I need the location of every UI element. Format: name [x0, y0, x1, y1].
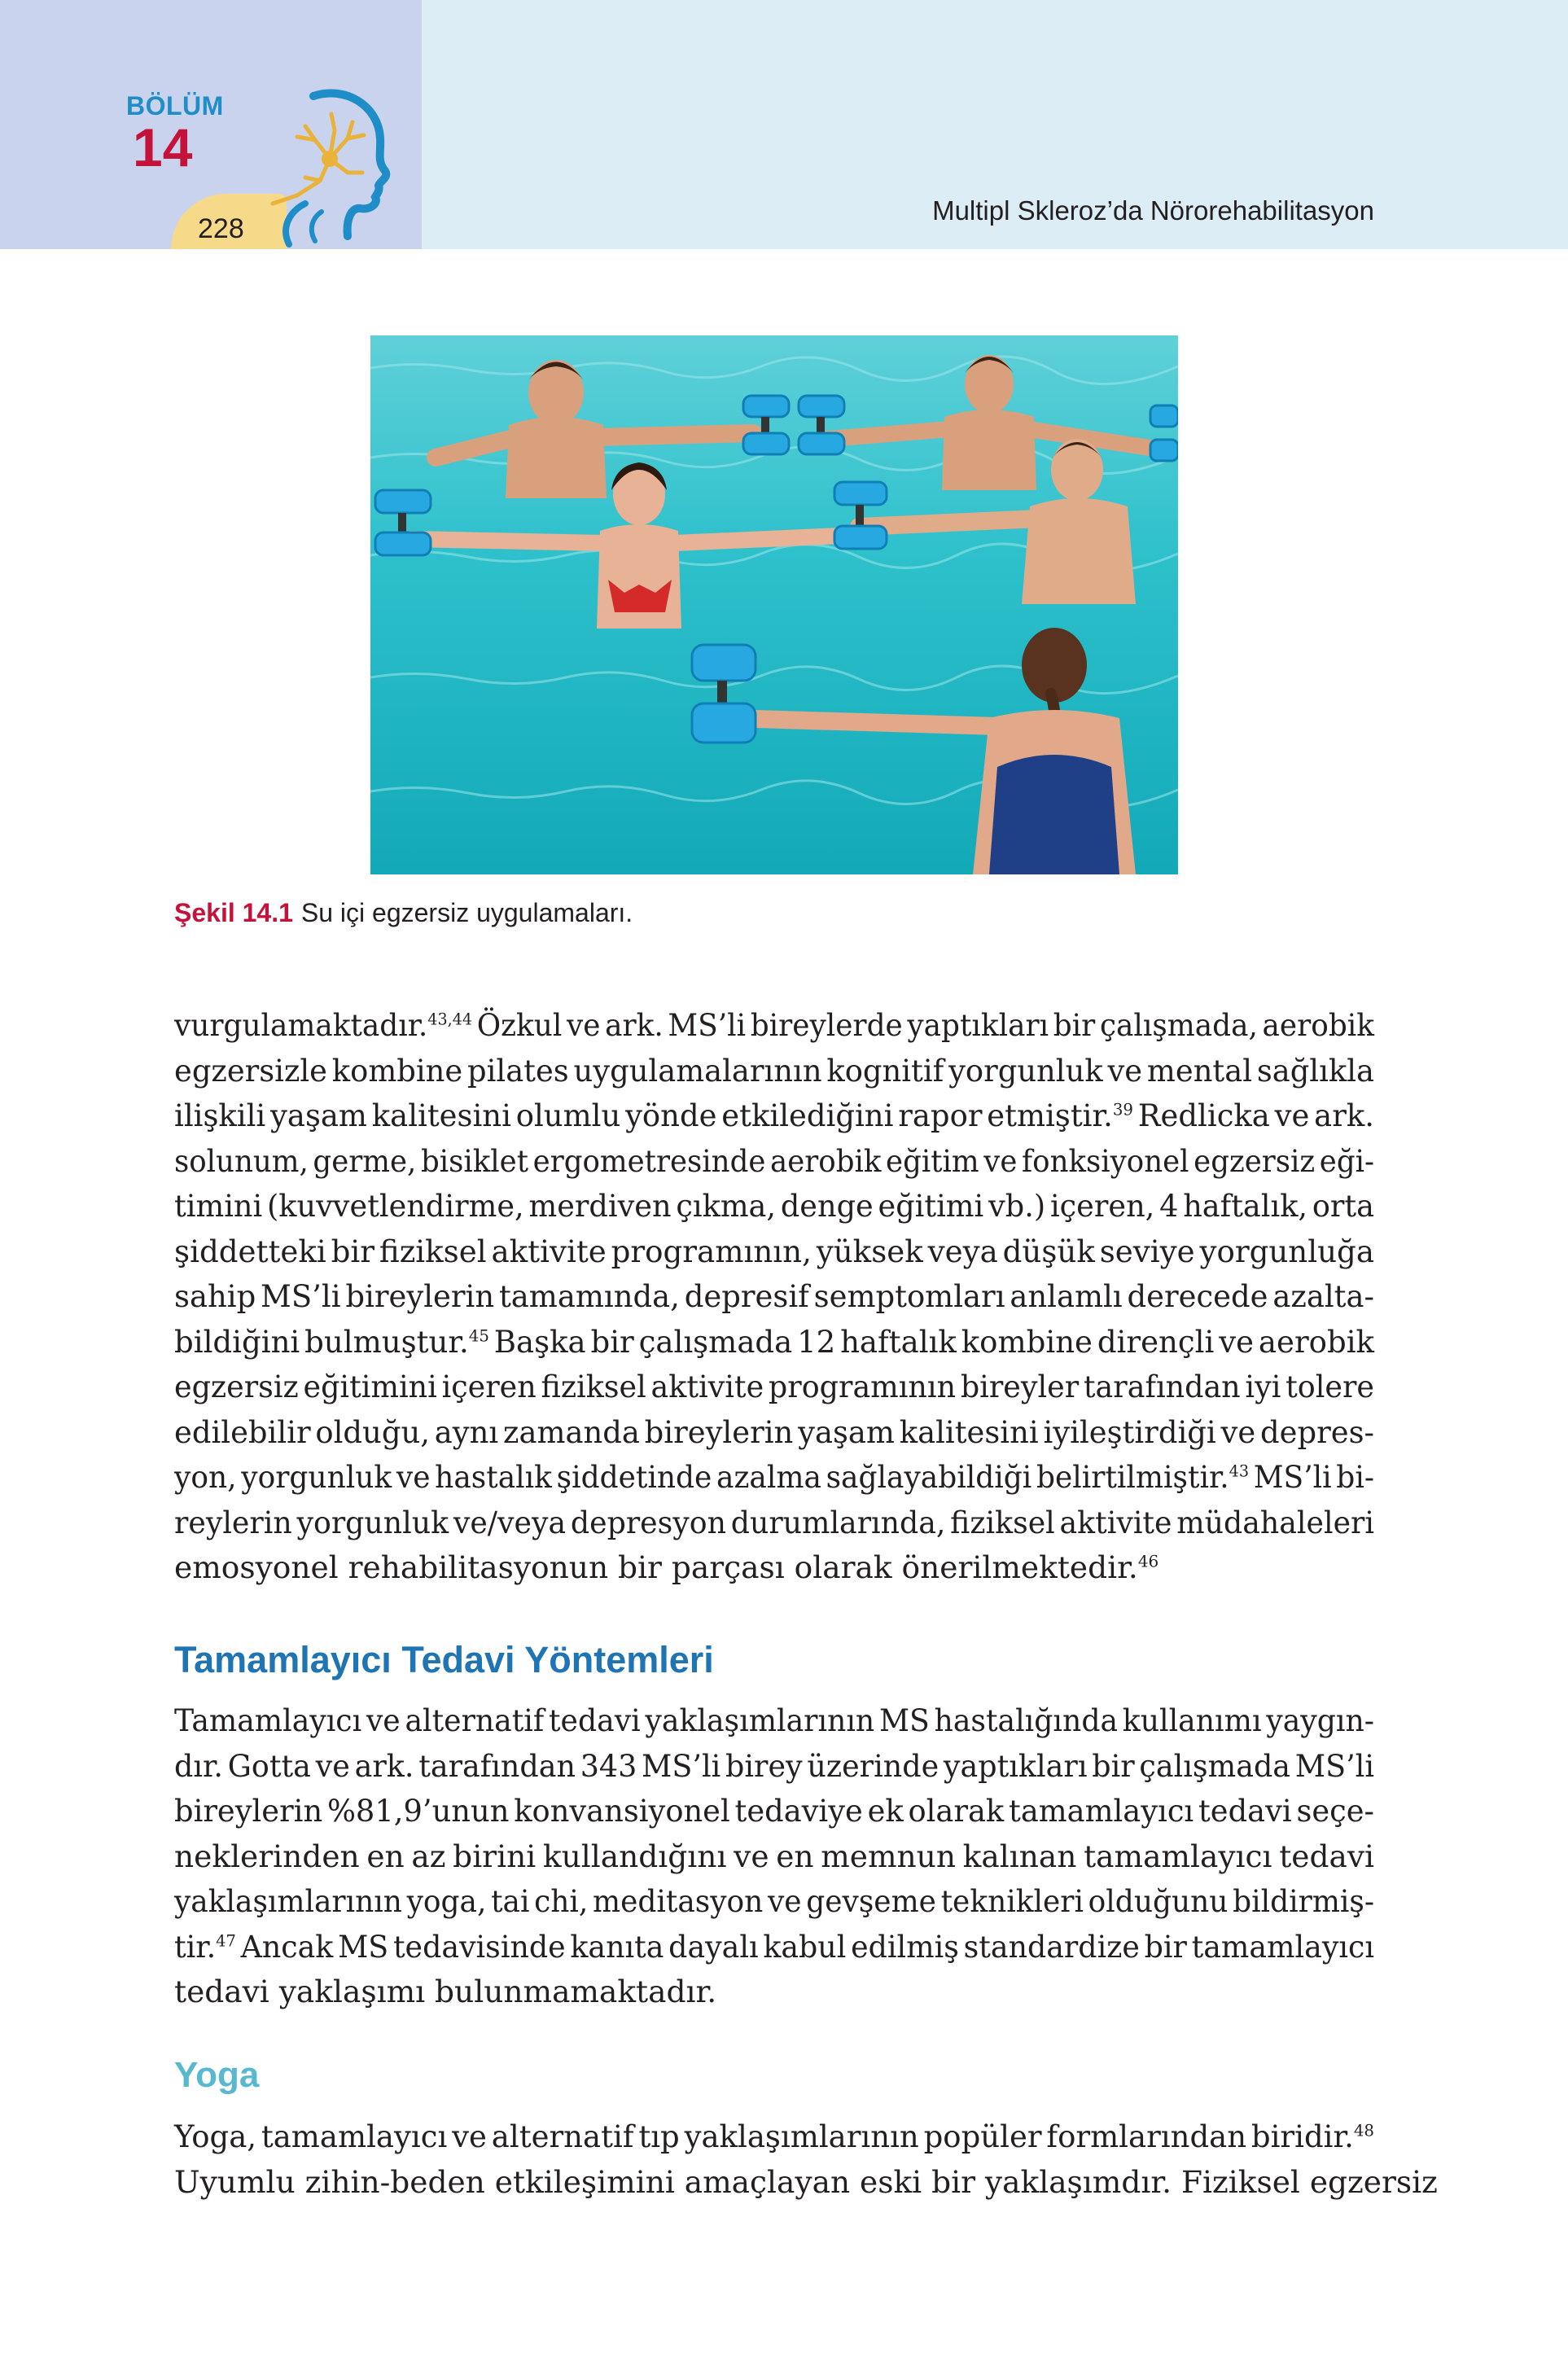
- chapter-number: 14: [133, 117, 193, 177]
- text-line: [174, 1789, 1374, 1834]
- figure-caption-text: Su içi egzersiz uygulamaları.: [300, 898, 633, 927]
- text-line: [174, 1834, 1374, 1880]
- text-run: Tamamlayıcı ve alternatif tedavi yaklaşımlarının MS hastalığında kullanımı yaygın-: [174, 1702, 1374, 1738]
- text-line: [174, 2114, 1374, 2160]
- figure-aqua-exercise-photo: [370, 335, 1178, 874]
- text-run: tedavi yaklaşımı bulunmamaktadır.: [174, 1974, 717, 2009]
- text-run: şiddetteki bir fiziksel aktivite programının, yüksek veya düşük seviye yorgunluğa: [174, 1233, 1374, 1269]
- text-run: emosyonel rehabilitasyonun bir parçası olarak önerilmektedir.: [174, 1549, 1138, 1585]
- figure-caption-label: Şekil 14.1: [174, 898, 293, 927]
- citation-superscript: 39: [1112, 1099, 1133, 1119]
- text-run: timini (kuvvetlendirme, merdiven çıkma, denge eğitimi vb.) içeren, 4 haftalık, orta: [174, 1188, 1374, 1224]
- text-line: [174, 1698, 1374, 1744]
- citation-superscript: 43: [1229, 1461, 1250, 1481]
- text-line: [174, 1003, 1374, 1049]
- text-run: egzersizle kombine pilates uygulamalarının kognitif yorgunluk ve mental sağlıkla: [174, 1052, 1374, 1089]
- running-title: Multipl Skleroz’da Nörorehabilitasyon: [932, 195, 1374, 226]
- text-run: ilişkili yaşam kalitesini olumlu yönde etkilediğini rapor etmiştir.: [174, 1098, 1113, 1133]
- text-line: [174, 1320, 1374, 1365]
- citation-superscript: 47: [216, 1930, 236, 1950]
- body-paragraph-2: [174, 1698, 1374, 2015]
- figure-caption: [174, 898, 633, 928]
- text-run: Yoga, tamamlayıcı ve alternatif tıp yaklaşımlarının popüler formlarından biridir.: [174, 2118, 1354, 2154]
- text-run: egzersiz eğitimini içeren fiziksel aktivite programının bireyler tarafından iyi tolere: [174, 1369, 1374, 1404]
- dumbbell-icon: [375, 490, 431, 555]
- text-run: reylerin yorgunluk ve/veya depresyon durumlarında, fiziksel aktivite müdahaleleri: [174, 1504, 1374, 1540]
- body-paragraph-3: [174, 2114, 1438, 2205]
- text-line: [174, 1093, 1374, 1139]
- text-run: vurgulamaktadır.: [174, 1007, 428, 1043]
- text-run: sahip MS’li bireylerin tamamında, depresif semptomları anlamlı derecede azalta-: [174, 1278, 1374, 1314]
- citation-superscript: 43,44: [427, 1009, 473, 1029]
- dumbbell-icon: [1150, 405, 1178, 461]
- text-line: [174, 1501, 1374, 1546]
- text-run: edilebilir olduğu, aynı zamanda bireylerin yaşam kalitesini iyileştirdiği ve depres-: [174, 1413, 1374, 1450]
- page-number: 228: [198, 213, 244, 244]
- text-line: [174, 1365, 1374, 1410]
- citation-superscript: 48: [1353, 2120, 1374, 2140]
- text-run: Redlicka ve ark.: [1132, 1098, 1374, 1133]
- body-paragraph-1: [174, 1003, 1374, 1591]
- dumbbell-icon: [799, 396, 844, 454]
- text-run: dır. Gotta ve ark. tarafından 343 MS’li birey üzerinde yaptıkları bir çalışmada MS’li: [174, 1747, 1374, 1784]
- text-run: Ancak MS tedavisinde kanıta dayalı kabul edilmiş standardize bir tamamlayıcı: [235, 1928, 1374, 1965]
- text-line: [174, 1744, 1374, 1790]
- chapter-label: BÖLÜM: [126, 91, 224, 120]
- text-run: Özkul ve ark. MS’li bireylerde yaptıkları bir çalışmada, aerobik: [472, 1007, 1374, 1043]
- text-run: MS’li bi-: [1249, 1459, 1374, 1495]
- text-run: bireylerin %81,9’unun konvansiyonel tedaviye ek olarak tamamlayıcı tedavi seçe-: [174, 1793, 1374, 1829]
- text-line: [174, 1049, 1374, 1094]
- text-line: [174, 1925, 1374, 1970]
- text-line: [174, 1184, 1374, 1229]
- text-run: Başka bir çalışmada 12 haftalık kombine dirençli ve aerobik: [488, 1323, 1374, 1360]
- text-run: Uyumlu zihin-beden etkileşimini amaçlayan eski bir yaklaşımdır. Fiziksel egzersiz: [174, 2163, 1438, 2200]
- text-line: [174, 1455, 1374, 1501]
- text-line: [174, 1969, 1374, 2015]
- text-line: [174, 1274, 1374, 1320]
- citation-superscript: 45: [468, 1325, 489, 1345]
- dumbbell-icon: [834, 482, 887, 549]
- section-heading: Tamamlayıcı Tedavi Yöntemleri: [174, 1639, 714, 1680]
- subsection-heading: Yoga: [174, 2055, 260, 2095]
- text-line: [174, 1410, 1374, 1456]
- head-profile-neuron-icon: [256, 81, 395, 252]
- citation-superscript: 46: [1137, 1551, 1159, 1571]
- dumbbell-icon: [692, 645, 756, 743]
- text-run: yon, yorgunluk ve hastalık şiddetinde azalma sağlayabildiği belirtilmiştir.: [174, 1459, 1229, 1495]
- text-line: [174, 1545, 1374, 1591]
- text-run: tir.: [174, 1928, 217, 1965]
- text-run: yaklaşımlarının yoga, tai chi, meditasyon ve gevşeme teknikleri olduğunu bildirmiş-: [174, 1883, 1374, 1919]
- text-line: [174, 2160, 1438, 2206]
- text-run: solunum, germe, bisiklet ergometresinde aerobik eğitim ve fonksiyonel egzersiz eği-: [174, 1142, 1374, 1179]
- text-line: [174, 1139, 1374, 1185]
- text-line: [174, 1879, 1374, 1925]
- text-run: neklerinden en az birini kullandığını ve en memnun kalınan tamamlayıcı tedavi: [174, 1838, 1374, 1874]
- text-line: [174, 1229, 1374, 1275]
- aqua-exercise-illustration: [370, 335, 1178, 874]
- text-run: bildiğini bulmuştur.: [174, 1323, 469, 1360]
